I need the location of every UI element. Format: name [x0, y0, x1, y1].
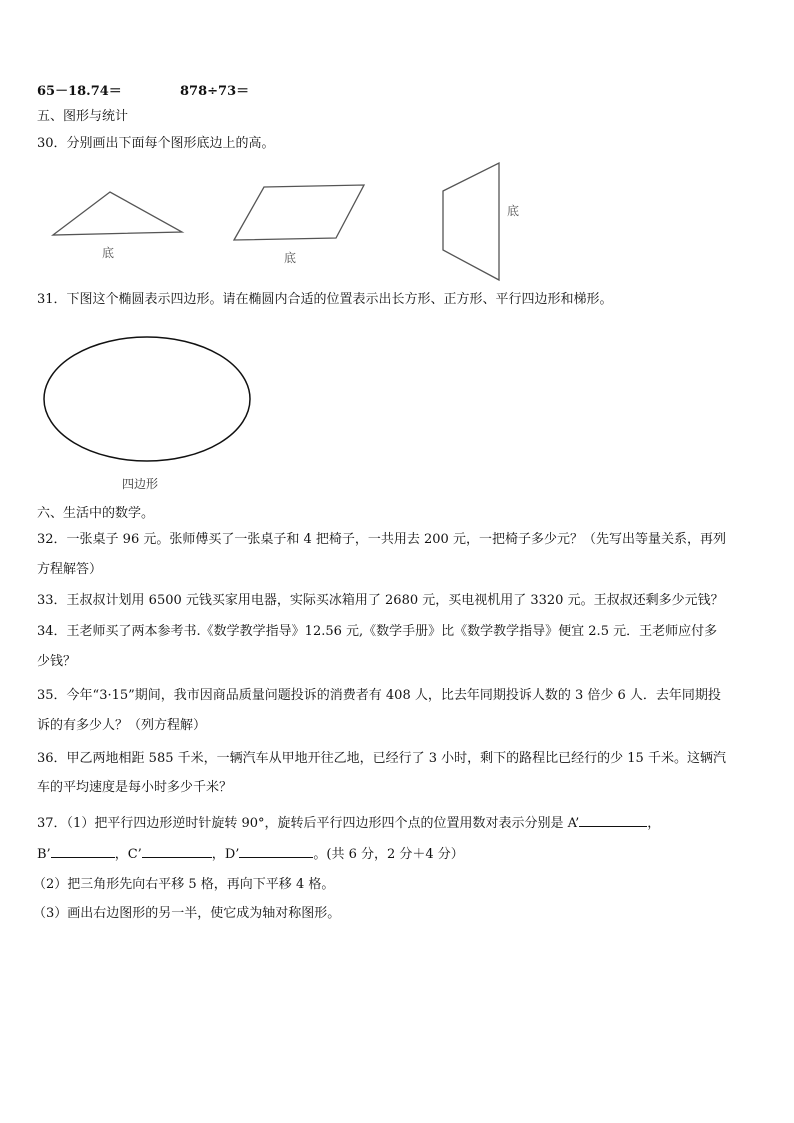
question-37-score: 。(共 6 分，2 分＋4 分） [313, 847, 464, 862]
answer-blank-a[interactable] [579, 814, 647, 827]
section-5-title: 五、图形与统计 [37, 109, 129, 124]
answer-blank-b[interactable] [51, 845, 115, 858]
triangle-base-label: 底 [102, 246, 115, 260]
question-37-comma: ， [211, 847, 225, 862]
question-33-line-1: 33．王叔叔计划用 6500 元钱买家用电器，实际买冰箱用了 2680 元，买电视机用了 3320 元。王叔叔还剩多少元钱？ [37, 593, 724, 608]
question-37-part-1-text: 37．（1）把平行四边形逆时针旋转 90°，旋转后平行四边形四个点的位置用数对表示分别是 A’ [37, 816, 580, 831]
trapezoid-figure [440, 160, 504, 284]
question-37-part-1-line-1 [37, 814, 660, 832]
question-37-comma: ， [114, 847, 128, 862]
triangle-figure [50, 190, 190, 240]
question-37-part-3: （3）画出右边图形的另一半，使它成为轴对称图形。 [33, 906, 341, 921]
point-c-label: C’ [127, 847, 142, 862]
parallelogram-base-label: 底 [284, 251, 297, 265]
question-32-line-2: 方程解答） [37, 562, 103, 577]
answer-blank-d[interactable] [239, 845, 313, 858]
question-35-line-2: 诉的有多少人？（列方程解） [37, 718, 207, 733]
trapezoid-base-label: 底 [507, 204, 520, 218]
question-34-line-1: 34．王老师买了两本参考书.《数学教学指导》12.56 元,《数学手册》比《数学教学指导》便宜 2.5 元．王老师应付多 [37, 624, 718, 639]
question-36-line-2: 车的平均速度是每小时多少千米？ [37, 780, 233, 795]
calc-expression-1: 65－18.74＝ [37, 84, 122, 99]
answer-blank-c[interactable] [142, 845, 212, 858]
quadrilateral-ellipse [42, 334, 254, 466]
question-37-part-2: （2）把三角形先向右平移 5 格，再向下平移 4 格。 [33, 877, 335, 892]
parallelogram-figure [232, 183, 368, 243]
question-34-line-2: 少钱？ [37, 654, 77, 669]
question-37-comma: ， [647, 816, 661, 831]
question-32-line-1: 32．一张桌子 96 元。张师傅买了一张桌子和 4 把椅子，一共用去 200 元，一把椅子多少元？（先写出等量关系，再列 [37, 532, 726, 547]
question-31-text: 31．下图这个椭圆表示四边形。请在椭圆内合适的位置表示出长方形、正方形、平行四边形和梯形。 [37, 292, 613, 307]
question-36-line-1: 36．甲乙两地相距 585 千米，一辆汽车从甲地开往乙地，已经行了 3 小时，剩下的路程比已经行的少 15 千米。这辆汽 [37, 751, 726, 766]
question-35-line-1: 35．今年“3·15”期间，我市因商品质量问题投诉的消费者有 408 人，比去年同期投诉人数的 3 倍少 6 人．去年同期投 [37, 688, 721, 703]
section-6-title: 六、生活中的数学。 [37, 506, 155, 521]
point-d-label: D’ [224, 847, 240, 862]
question-37-part-1-line-2 [37, 845, 464, 863]
calc-expression-2: 878÷73＝ [180, 84, 250, 99]
point-b-label: B’ [37, 847, 51, 862]
question-30-text: 30．分别画出下面每个图形底边上的高。 [37, 136, 275, 151]
ellipse-label: 四边形 [122, 477, 159, 491]
